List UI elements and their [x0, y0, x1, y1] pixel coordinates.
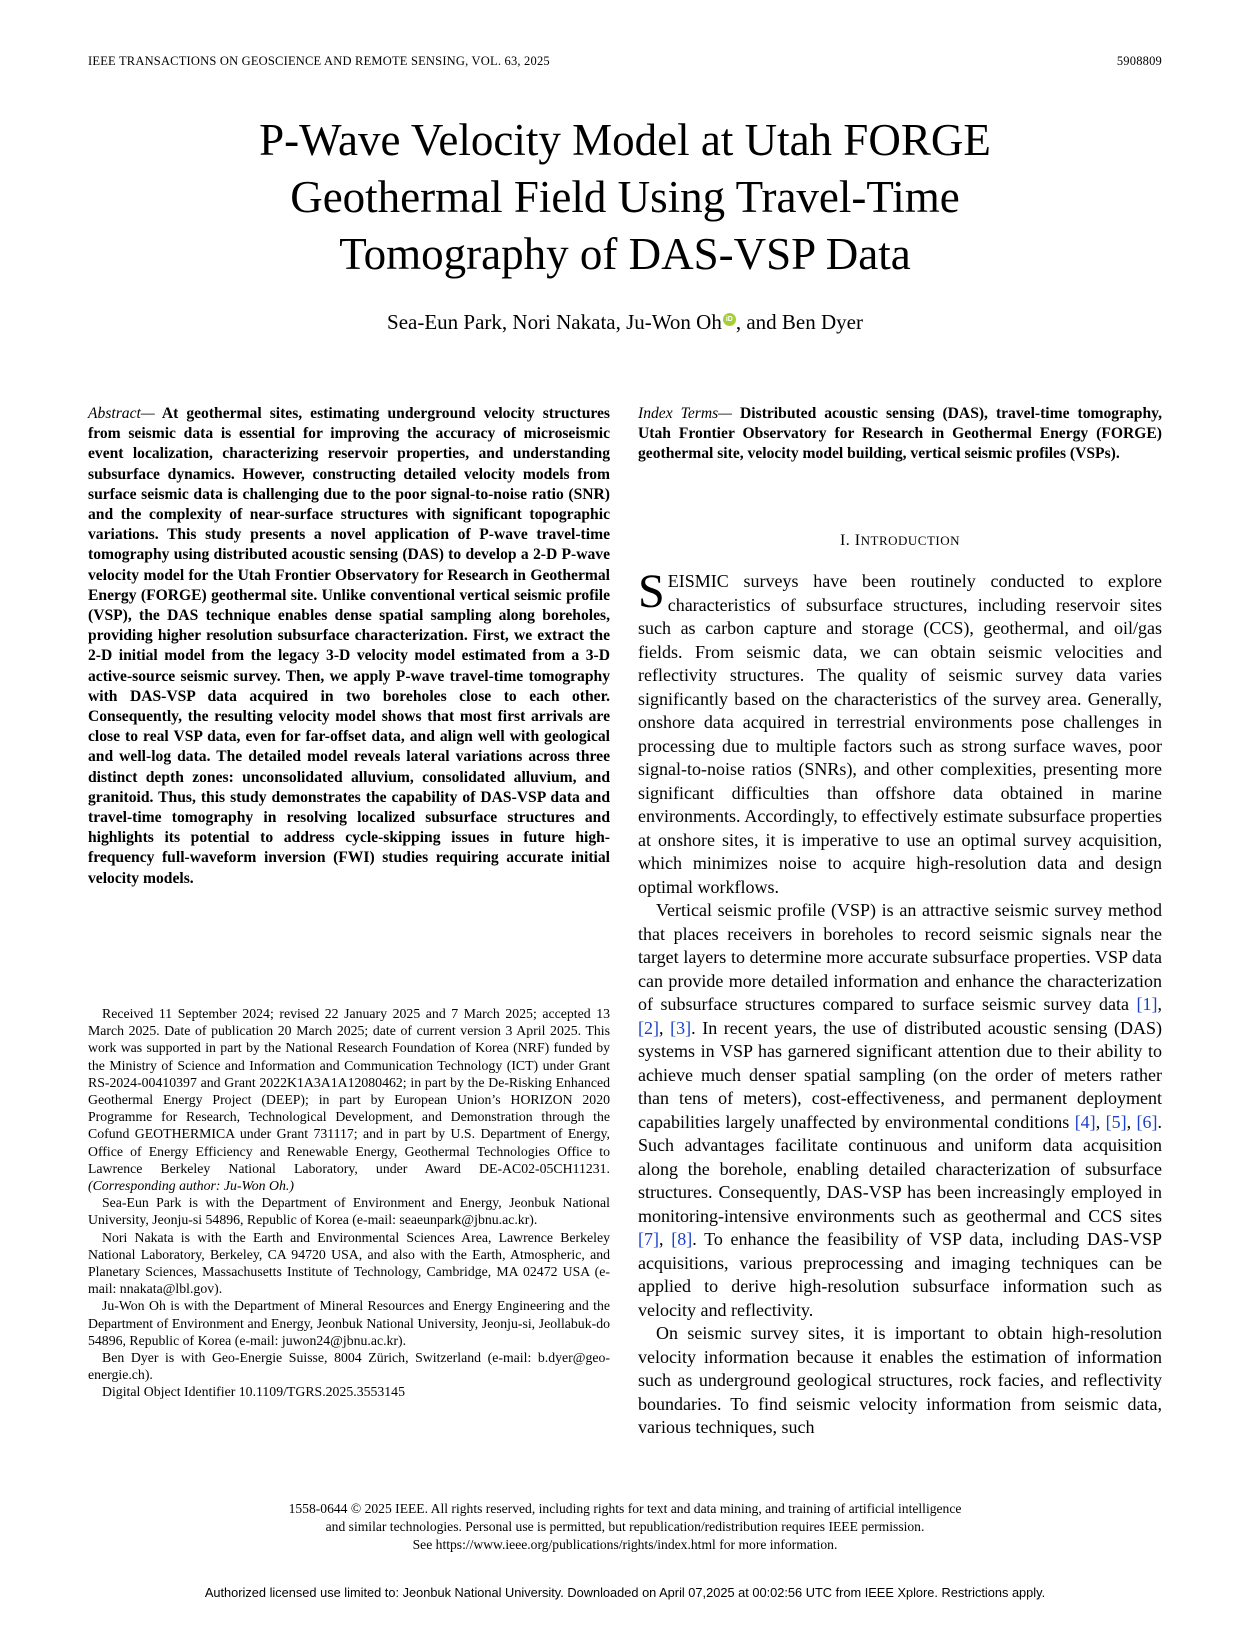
section-title-rest: NTRODUCTION — [860, 533, 961, 548]
citation-link[interactable]: [2] — [638, 1017, 659, 1038]
author-names-tail: , and Ben Dyer — [735, 310, 863, 334]
section-number: I. — [839, 532, 855, 549]
intro-paragraph-3: On seismic survey sites, it is important to obtain high-resolution velocity information because it enables the estimation of information such as underground geological structures, rock facies, and reflectivity boundaries. To find seismic velocity information from seismic data, various techniques, such — [638, 1323, 1162, 1437]
title-line: Tomography of DAS-VSP Data — [339, 229, 911, 279]
affiliation-nakata: Nori Nakata is with the Earth and Environmental Sciences Area, Lawrence Berkeley National Laboratory, Berkeley, CA 94720 USA, and also with the Earth, Atmospheric, and Planetary Sciences, Massachusetts Institute of Technology, Cambridge, MA 02472 USA (e-mail: nnakata@lbl.gov). — [88, 1229, 610, 1297]
affiliation-park: Sea-Eun Park is with the Department of Environment and Energy, Jeonbuk National University, Jeonju-si 54896, Republic of Korea (e-mail: seaeunpark@jbnu.ac.kr). — [88, 1195, 610, 1228]
introduction-body — [638, 565, 1163, 1440]
abstract-label: Abstract— — [88, 405, 155, 422]
intro-paragraph-2: Vertical seismic profile (VSP) is an attractive seismic survey method that places receivers in boreholes to record seismic signals near the target layers to determine more accurate subsurface properties. VSP data can provide more detailed information and enhance the characterization of subsurface structures compared to surface seismic survey data [1], [2], [3]. In recent years, the use of distributed acoustic sensing (DAS) systems in VSP has garnered significant attention due to their ability to achieve much denser spatial sampling (on the order of meters rather than tens of meters), cost-effectiveness, and permanent deployment capabilities largely unaffected by environmental conditions [4], [5], [6]. Such advantages facilitate continuous and uniform data acquisition along the borehole, enabling detailed characterization of subsurface structures. Consequently, DAS-VSP has been increasingly employed in monitoring-intensive environments such as geothermal and CCS sites [7], [8]. To enhance the feasibility of VSP data, including DAS-VSP acquisitions, various preprocessing and imaging techniques can be applied to derive high-resolution subsurface information such as velocity and reflectivity. — [638, 900, 1163, 1320]
rights-url-line: See https://www.ieee.org/publications/rights/index.html for more information. — [412, 1537, 838, 1552]
title-line: Geothermal Field Using Travel-Time — [290, 172, 960, 222]
citation-link[interactable]: [4] — [1074, 1111, 1096, 1132]
received-note: Received 11 September 2024; revised 22 January 2025 and 7 March 2025; accepted 13 March 2025. Date of publication 20 March 2025; date of current version 3 April 2025. This work was supported in part by the National Research Foundation of Korea (NRF) funded by the Ministry of Science and Information and Communication Technology (ICT) under Grant RS-2024-00410397 and Grant 2022K1A3A1A12080462; in part by the De-Risking Enhanced Geothermal Energy Project (DEEP); in part by European Union’s HORIZON 2020 Programme for Research, Technological Development, and Demonstration through the Cofund GEOTHERMICA under Grant 731117; and in part by U.S. Department of Energy, Office of Energy Efficiency and Renewable Energy, Geothermal Technologies Office to Lawrence Berkeley National Laboratory, under Award DE-AC02-05CH11231. (Corresponding author: Ju-Won Oh.) — [88, 1006, 610, 1194]
abstract — [88, 404, 610, 889]
affiliation-dyer: Ben Dyer is with Geo-Energie Suisse, 8004 Zürich, Switzerland (e-mail: b.dyer@geo-energie.ch). — [88, 1350, 610, 1383]
journal-name: IEEE TRANSACTIONS ON GEOSCIENCE AND REMOTE SENSING, VOL. 63, 2025 — [88, 54, 550, 68]
index-terms — [638, 404, 1162, 465]
section-initial: I — [854, 532, 861, 549]
paper-title — [0, 112, 1250, 283]
affiliation-oh: Ju-Won Oh is with the Department of Mineral Resources and Energy Engineering and the Department of Environment and Energy, Jeonbuk National University, Jeonju-si, Jeollabuk-do 54896, Republic of Korea (e-mail: juwon24@jbnu.ac.kr). — [88, 1298, 610, 1348]
license-notice: Authorized licensed use limited to: Jeonbuk National University. Downloaded on April 07,2025 at 00:02:56 UTC from IEEE Xplore. Restrictions apply. — [204, 1585, 1046, 1600]
orcid-icon[interactable]: iD — [723, 313, 736, 326]
copyright-line: 1558-0644 © 2025 IEEE. All rights reserved, including rights for text and data mining, and training of artificial intelligence — [288, 1501, 962, 1516]
page-number: 5908809 — [1116, 54, 1162, 68]
citation-link[interactable]: [3] — [670, 1017, 692, 1038]
intro-paragraph-1: SEISMIC surveys have been routinely conducted to explore characteristics of subsurface structures, including reservoir sites such as carbon capture and storage (CCS), geothermal, and oil/gas fields. From seismic data, we can obtain seismic velocities and reflectivity structures. The quality of seismic survey data varies significantly based on the characteristics of the survey area. Generally, onshore data acquired in terrestrial environments pose challenges in processing due to multiple factors such as strong surface waves, poor signal-to-noise ratios (SNRs), and other complexities, presenting more significant difficulties than offshore data obtained in marine environments. Accordingly, to effectively estimate subsurface properties at onshore sites, it is imperative to use an optimal survey acquisition, which minimizes noise to acquire high-resolution data and design optimal workflows. — [638, 565, 1162, 897]
section-heading — [638, 532, 1162, 550]
citation-link[interactable]: [8] — [671, 1229, 693, 1249]
index-terms-label: Index Terms— — [638, 405, 733, 422]
copyright-line: and similar technologies. Personal use is permitted, but republication/redistribution requires IEEE permission. — [325, 1519, 925, 1534]
abstract-text: At geothermal sites, estimating underground velocity structures from seismic data is essential for improving the accuracy of microseismic event localization, characterizing reservoir properties, and understanding subsurface dynamics. However, constructing detailed velocity models from surface seismic data is challenging due to the poor signal-to-noise ratio (SNR) and the complexity of near-surface structures with significant topographic variations. This study presents a novel application of P-wave travel-time tomography using distributed acoustic sensing (DAS) to develop a 2-D P-wave velocity model for the Utah Frontier Observatory for Research in Geothermal Energy (FORGE) geothermal site. Unlike conventional vertical seismic profile (VSP), the DAS technique enables dense spatial sampling along boreholes, providing higher resolution subsurface characterization. First, we extract the 2-D initial model from the legacy 3-D velocity model estimated from a 3-D active-source seismic survey. Then, we apply P-wave travel-time tomography with DAS-VSP data acquired in two boreholes close to each other. Consequently, the resulting velocity model shows that most first arrivals are close to real VSP data, even for far-offset data, and align well with geological and well-log data. The detailed model reveals lateral variations across three distinct depth zones: unconsolidated alluvium, consolidated alluvium, and granitoid. Thus, this study demonstrates the capability of DAS-VSP data and travel-time tomography in resolving localized subsurface structures and highlights its potential to address cycle-skipping issues in future high-frequency full-waveform inversion (FWI) studies requiring accurate initial velocity models. — [88, 405, 610, 887]
index-terms-text: Distributed acoustic sensing (DAS), travel-time tomography, Utah Frontier Observatory for Research in Geothermal Energy (FORGE) geothermal site, velocity model building, vertical seismic profiles (VSPs). — [638, 405, 1162, 463]
copyright-footer — [0, 1500, 1250, 1554]
footnotes — [88, 1005, 610, 1401]
doi: Digital Object Identifier 10.1109/TGRS.2025.3553145 — [102, 1384, 405, 1400]
author-list — [0, 310, 1250, 335]
citation-link[interactable]: [1] — [1136, 994, 1158, 1014]
title-line: P-Wave Velocity Model at Utah FORGE — [259, 115, 991, 165]
author-names: Sea-Eun Park, Nori Nakata, Ju-Won Oh — [387, 310, 722, 334]
corresponding-author: (Corresponding author: Ju-Won Oh.) — [88, 1178, 294, 1194]
citation-link[interactable]: [6] — [1136, 1111, 1158, 1132]
citation-link[interactable]: [7] — [638, 1229, 659, 1249]
drop-cap: S — [638, 565, 665, 618]
citation-link[interactable]: [5] — [1105, 1111, 1127, 1132]
